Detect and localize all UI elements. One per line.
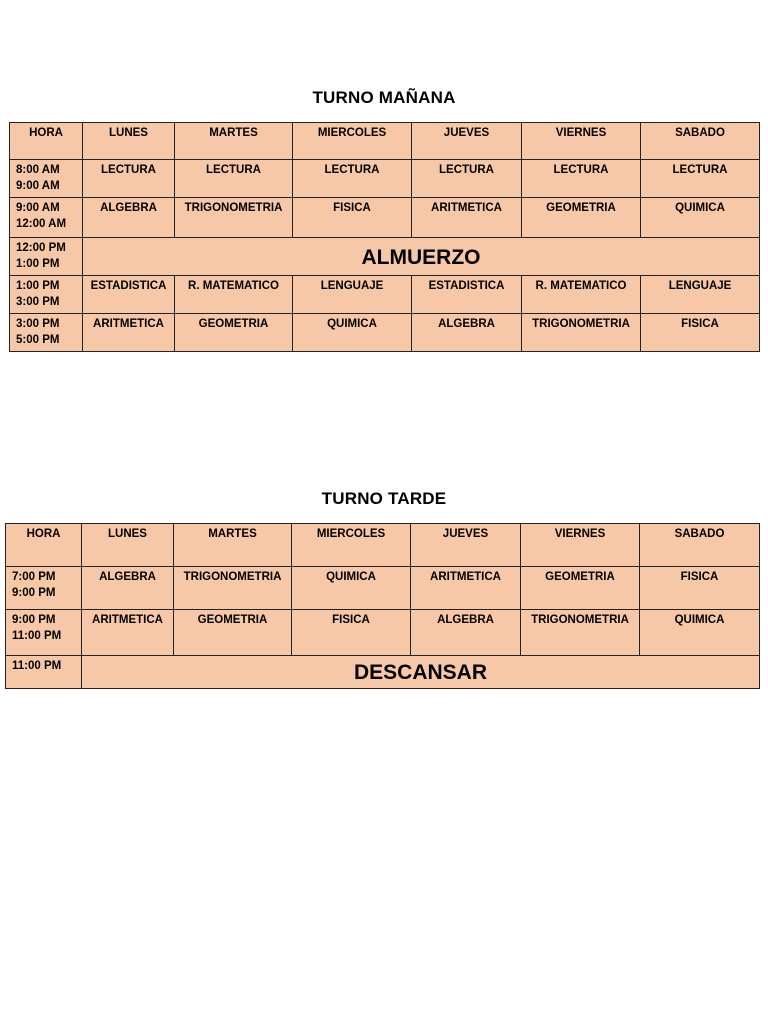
class-cell: FISICA <box>292 610 411 656</box>
class-cell: TRIGONOMETRIA <box>174 567 292 610</box>
class-cell: ARITMETICA <box>82 610 174 656</box>
time-cell <box>6 610 82 656</box>
table-header-row <box>10 123 760 160</box>
header-viernes: VIERNES <box>522 123 641 160</box>
table-row <box>6 610 760 656</box>
header-hora: HORA <box>10 123 83 160</box>
afternoon-schedule-table <box>5 523 760 689</box>
table-header-row <box>6 524 760 567</box>
class-cell: ALGEBRA <box>82 567 174 610</box>
class-cell: QUIMICA <box>293 314 412 352</box>
header-jueves: JUEVES <box>412 123 522 160</box>
class-cell: LENGUAJE <box>641 276 760 314</box>
class-cell: FISICA <box>640 567 760 610</box>
class-cell: TRIGONOMETRIA <box>521 610 640 656</box>
time-end: 1:00 PM <box>16 258 60 270</box>
class-cell: R. MATEMATICO <box>175 276 293 314</box>
class-cell: FISICA <box>293 198 412 238</box>
morning-schedule-table <box>9 122 760 352</box>
table-row <box>6 567 760 610</box>
class-cell: LECTURA <box>412 160 522 198</box>
class-cell: LECTURA <box>293 160 412 198</box>
class-cell: LECTURA <box>641 160 760 198</box>
class-cell: QUIMICA <box>640 610 760 656</box>
class-cell: ALGEBRA <box>83 198 175 238</box>
time-start: 9:00 AM <box>16 202 60 214</box>
time-cell <box>10 314 83 352</box>
class-cell: LECTURA <box>522 160 641 198</box>
table-row <box>10 276 760 314</box>
header-lunes: LUNES <box>83 123 175 160</box>
table-row <box>10 238 760 276</box>
time-end: 12:00 AM <box>16 218 67 230</box>
time-start: 1:00 PM <box>16 280 60 292</box>
time-start: 8:00 AM <box>16 164 60 176</box>
class-cell: R. MATEMATICO <box>522 276 641 314</box>
class-cell: TRIGONOMETRIA <box>175 198 293 238</box>
time-cell <box>10 198 83 238</box>
class-cell: ESTADISTICA <box>412 276 522 314</box>
table-row <box>10 314 760 352</box>
class-cell: QUIMICA <box>641 198 760 238</box>
header-hora: HORA <box>6 524 82 567</box>
class-cell: QUIMICA <box>292 567 411 610</box>
header-lunes: LUNES <box>82 524 174 567</box>
table-row <box>10 198 760 238</box>
header-miercoles: MIERCOLES <box>292 524 411 567</box>
class-cell: ARITMETICA <box>83 314 175 352</box>
time-cell <box>10 160 83 198</box>
header-martes: MARTES <box>175 123 293 160</box>
class-cell: FISICA <box>641 314 760 352</box>
time-start: 12:00 PM <box>16 242 66 254</box>
time-start: 9:00 PM <box>12 614 56 626</box>
header-sabado: SABADO <box>640 524 760 567</box>
table-row <box>6 656 760 689</box>
class-cell: ARITMETICA <box>412 198 522 238</box>
class-cell: ALGEBRA <box>411 610 521 656</box>
time-start: 11:00 PM <box>12 660 62 672</box>
header-viernes: VIERNES <box>521 524 640 567</box>
time-cell <box>6 567 82 610</box>
header-sabado: SABADO <box>641 123 760 160</box>
class-cell: ARITMETICA <box>411 567 521 610</box>
class-cell: GEOMETRIA <box>521 567 640 610</box>
class-cell: ALGEBRA <box>412 314 522 352</box>
class-cell: GEOMETRIA <box>175 314 293 352</box>
header-martes: MARTES <box>174 524 292 567</box>
time-start: 7:00 PM <box>12 571 56 583</box>
lunch-break-cell: ALMUERZO <box>83 238 760 276</box>
header-jueves: JUEVES <box>411 524 521 567</box>
time-end: 9:00 PM <box>12 587 56 599</box>
class-cell: TRIGONOMETRIA <box>522 314 641 352</box>
class-cell: ESTADISTICA <box>83 276 175 314</box>
morning-shift-title: TURNO MAÑANA <box>312 88 456 107</box>
time-end: 5:00 PM <box>16 334 60 346</box>
time-cell <box>6 656 82 689</box>
header-miercoles: MIERCOLES <box>293 123 412 160</box>
class-cell: LENGUAJE <box>293 276 412 314</box>
afternoon-shift-title: TURNO TARDE <box>321 489 447 508</box>
time-end: 3:00 PM <box>16 296 60 308</box>
time-cell <box>10 276 83 314</box>
time-start: 3:00 PM <box>16 318 60 330</box>
rest-cell: DESCANSAR <box>82 656 760 689</box>
class-cell: LECTURA <box>175 160 293 198</box>
table-row <box>10 160 760 198</box>
time-cell <box>10 238 83 276</box>
time-end: 9:00 AM <box>16 180 60 192</box>
class-cell: GEOMETRIA <box>522 198 641 238</box>
class-cell: GEOMETRIA <box>174 610 292 656</box>
time-end: 11:00 PM <box>12 630 62 642</box>
class-cell: LECTURA <box>83 160 175 198</box>
